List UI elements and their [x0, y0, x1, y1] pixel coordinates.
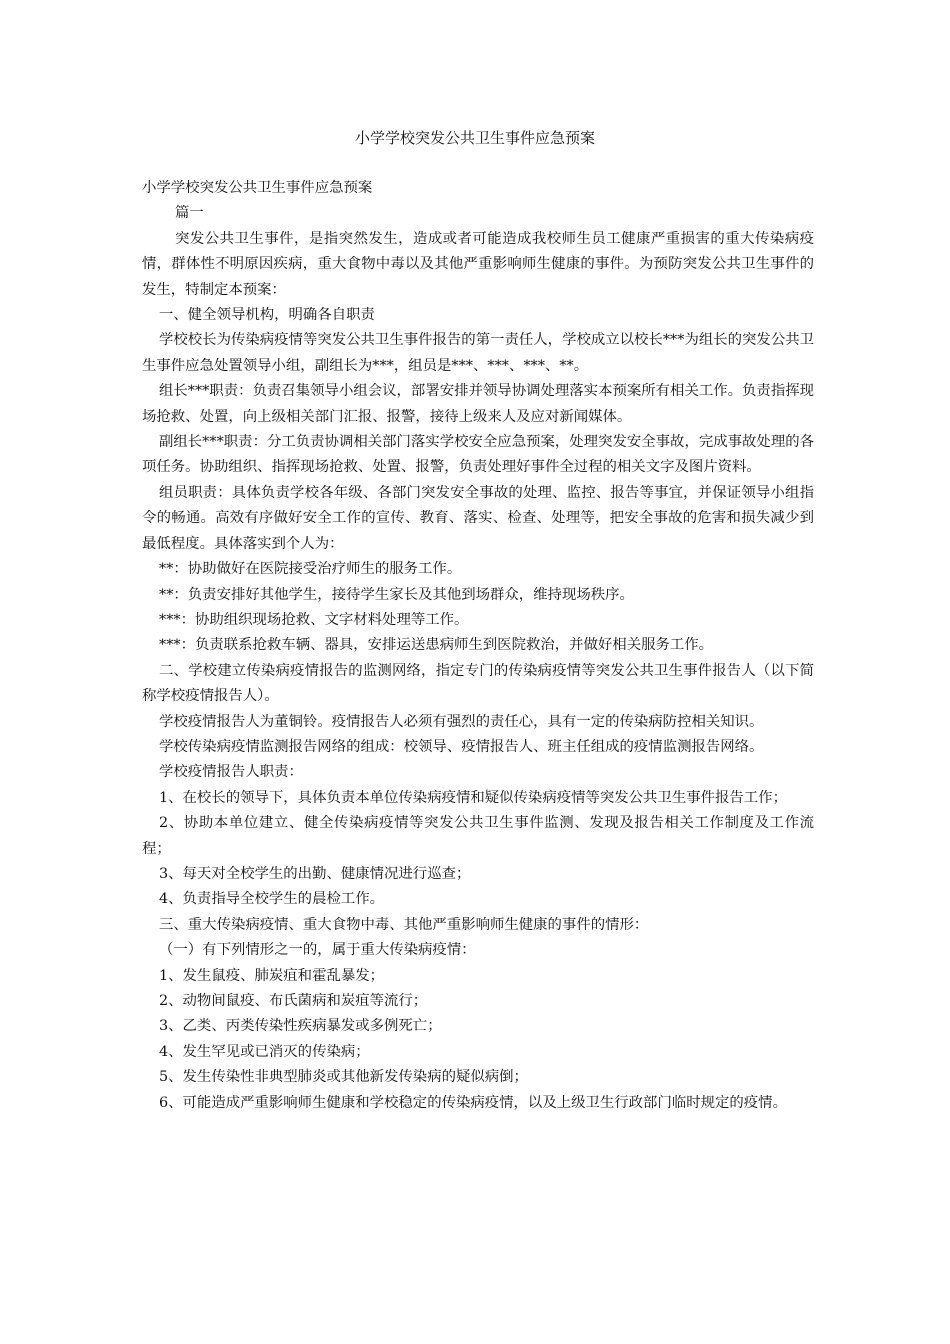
- paragraph: 6、可能造成严重影响师生健康和学校稳定的传染病疫情，以及上级卫生行政部门临时规定的疫情。: [159, 1094, 787, 1111]
- paragraph: ***：负责联系抢救车辆、器具，安排运送患病师生到医院救治，并做好相关服务工作。: [159, 637, 714, 654]
- paragraph: 篇一: [175, 205, 204, 222]
- paragraph: 4、发生罕见或已消灭的传染病；: [159, 1043, 370, 1060]
- paragraph: 突发公共卫生事件，是指突然发生，造成或者可能造成我校师生员工健康严重损害的重大传染病疫情，群体性不明原因疾病，重大食物中毒以及其他严重影响师生健康的事件。为预防突发公共卫生事件的发生，特制定本预案：: [142, 230, 814, 298]
- paragraph: 组员职责：具体负责学校各年级、各部门突发安全事故的处理、监控、报告等事宜，并保证领导小组指令的畅通。高效有序做好安全工作的宣传、教育、落实、检查、处理等，把安全事故的危害和损失减少到最低程度。具体落实到个人为：: [142, 484, 814, 552]
- paragraph: 5、发生传染性非典型肺炎或其他新发传染病的疑似病倒；: [159, 1069, 528, 1086]
- paragraph: 小学学校突发公共卫生事件应急预案: [142, 180, 373, 196]
- paragraph: ***：协助组织现场抢救、文字材料处理等工作。: [159, 611, 469, 628]
- paragraph: 三、重大传染病疫情、重大食物中毒、其他严重影响师生健康的事件的情形：: [159, 916, 649, 933]
- paragraph: 2、动物间鼠疫、布氏菌病和炭疽等流行；: [159, 993, 428, 1009]
- paragraph: 3、乙类、丙类传染性疾病暴发或多例死亡；: [159, 1018, 442, 1035]
- paragraph: 2、协助本单位建立、健全传染病疫情等突发公共卫生事件监测、发现及报告相关工作制度及工作流程；: [142, 815, 814, 857]
- paragraph: 4、负责指导全校学生的晨检工作。: [159, 891, 385, 908]
- paragraph: 学校校长为传染病疫情等突发公共卫生事件报告的第一责任人，学校成立以校长***为组长的突发公共卫生事件应急处置领导小组，副组长为***，组员是***、***、***、**。: [142, 332, 814, 374]
- document-body: [142, 176, 814, 1116]
- paragraph: 二、学校建立传染病疫情报告的监测网络，指定专门的传染病疫情等突发公共卫生事件报告人（以下简称学校疫情报告人）。: [142, 662, 814, 705]
- paragraph: 组长***职责：负责召集领导小组会议，部署安排并领导协调处理落实本预案所有相关工作。负责指挥现场抢救、处置，向上级相关部门汇报、报警，接待上级来人及应对新闻媒体。: [142, 383, 814, 425]
- paragraph: **：协助做好在医院接受治疗师生的服务工作。: [159, 561, 462, 578]
- paragraph: （一）有下列情形之一的，属于重大传染病疫情：: [159, 942, 476, 959]
- paragraph: 学校疫情报告人为董铜铃。疫情报告人必须有强烈的责任心，具有一定的传染病防控相关知识。: [159, 713, 764, 730]
- paragraph: 3、每天对全校学生的出勤、健康情况进行巡查；: [159, 865, 471, 882]
- paragraph: 1、发生鼠疫、肺炭疽和霍乱暴发；: [159, 967, 385, 984]
- paragraph: 1、在校长的领导下，具体负责本单位传染病疫情和疑似传染病疫情等突发公共卫生事件报告工作；: [159, 789, 787, 806]
- paragraph: 学校疫情报告人职责：: [159, 764, 303, 781]
- paragraph: **：负责安排好其他学生，接待学生家长及其他到场群众，维持现场秩序。: [159, 586, 634, 603]
- paragraph: 学校传染病疫情监测报告网络的组成：校领导、疫情报告人、班主任组成的疫情监测报告网络。: [159, 738, 764, 755]
- paragraph: 副组长***职责：分工负责协调相关部门落实学校安全应急预案，处理突发安全事故，完成事故处理的各项任务。协助组织、指挥现场抢救、处置、报警，负责处理好事件全过程的相关文字及图片资料。: [142, 434, 814, 476]
- paragraph: 一、健全领导机构，明确各自职责: [159, 307, 375, 324]
- page-title: 小学学校突发公共卫生事件应急预案: [354, 129, 595, 147]
